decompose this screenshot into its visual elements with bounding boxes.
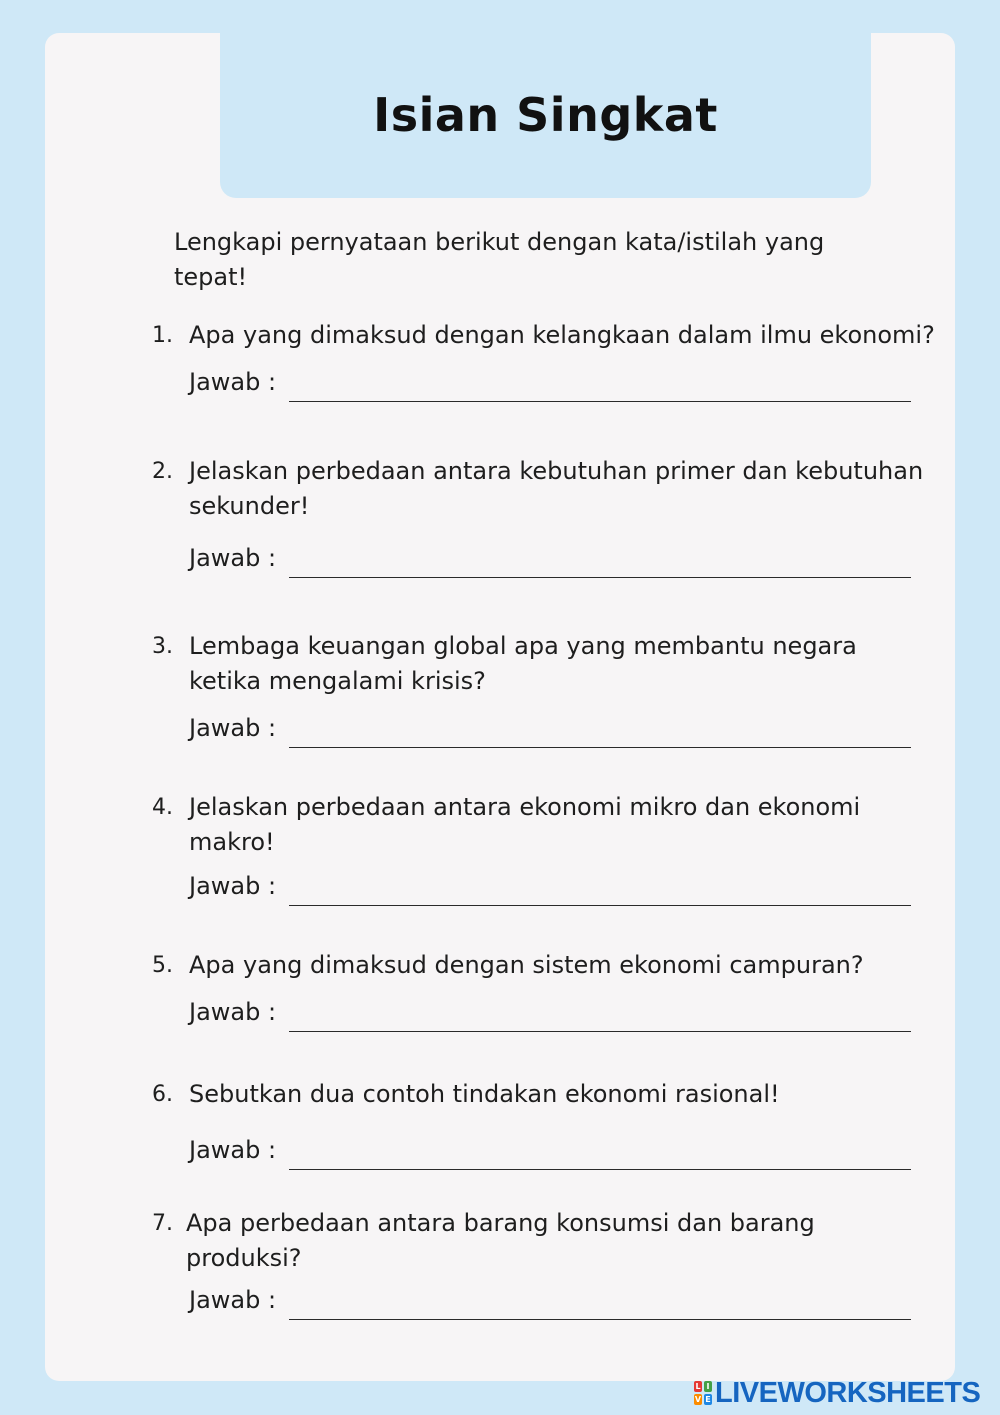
answer-input-2[interactable]: [289, 577, 911, 578]
answer-input-5[interactable]: [289, 1031, 911, 1032]
answer-label: Jawab :: [189, 714, 277, 742]
answer-label: Jawab :: [189, 544, 277, 572]
question-text: Jelaskan perbedaan antara ekonomi mikro dan ekonomi makro!: [189, 793, 861, 856]
question-text: Apa yang dimaksud dengan kelangkaan dalam ilmu ekonomi?: [189, 321, 935, 349]
logo-letter: E: [705, 1395, 711, 1404]
logo-letter: I: [704, 1381, 712, 1392]
question-number: 2.: [152, 459, 173, 484]
logo-letter: L: [695, 1382, 701, 1391]
brand-name: LIVEWORKSHEETS: [715, 1377, 981, 1409]
page-title: Isian Singkat: [373, 88, 718, 142]
answer-input-1[interactable]: [289, 401, 911, 402]
question-number: 7.: [152, 1211, 173, 1236]
question-number: 5.: [152, 953, 173, 978]
question-number: 4.: [152, 795, 173, 820]
question-number: 6.: [152, 1082, 173, 1107]
answer-label: Jawab :: [189, 1286, 277, 1314]
question-text: Lembaga keuangan global apa yang membantu negara ketika mengalami krisis?: [189, 632, 857, 695]
instruction-text: Lengkapi pernyataan berikut dengan kata/istilah yang tepat!: [174, 228, 825, 291]
liveworksheets-logo-icon: [693, 1380, 713, 1406]
answer-label: Jawab :: [189, 998, 277, 1026]
logo-letter: V: [694, 1395, 702, 1404]
answer-label: Jawab :: [189, 1136, 277, 1164]
answer-input-3[interactable]: [289, 747, 911, 748]
question-text: Apa yang dimaksud dengan sistem ekonomi campuran?: [189, 951, 864, 979]
answer-label: Jawab :: [189, 872, 277, 900]
question-number: 1.: [152, 323, 173, 348]
question-text: Jelaskan perbedaan antara kebutuhan primer dan kebutuhan sekunder!: [189, 457, 924, 520]
answer-label: Jawab :: [189, 368, 277, 396]
question-text: Sebutkan dua contoh tindakan ekonomi rasional!: [189, 1080, 780, 1108]
answer-input-7[interactable]: [289, 1319, 911, 1320]
question-text: Apa perbedaan antara barang konsumsi dan barang produksi?: [186, 1209, 815, 1272]
worksheet-page: [45, 33, 955, 1381]
liveworksheets-brand[interactable]: [693, 1376, 980, 1410]
question-number: 3.: [152, 634, 173, 659]
answer-input-4[interactable]: [289, 905, 911, 906]
answer-input-6[interactable]: [289, 1169, 911, 1170]
